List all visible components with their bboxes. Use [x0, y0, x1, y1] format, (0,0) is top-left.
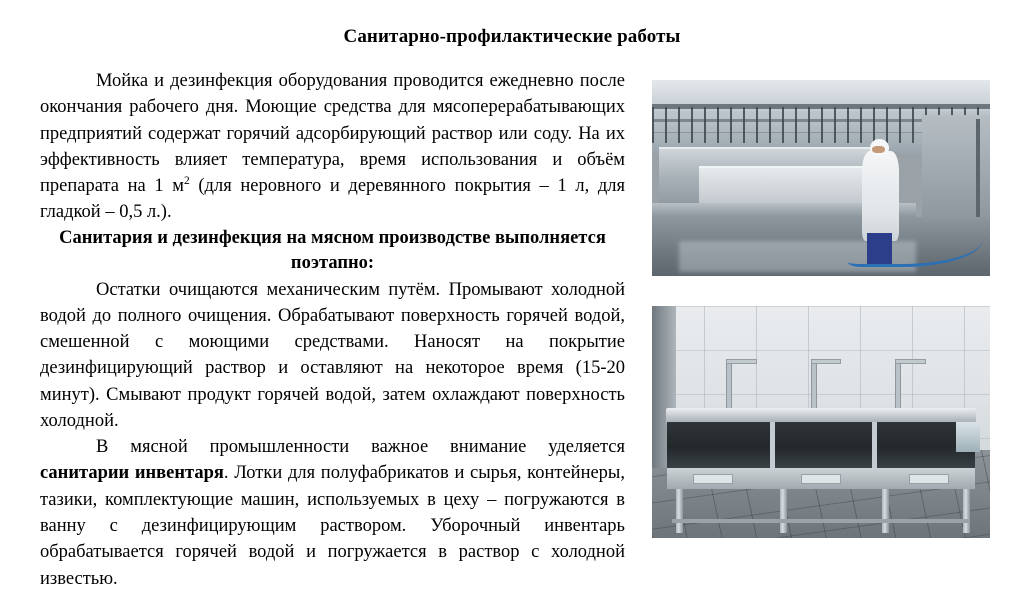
- paragraph-4: [40, 434, 625, 592]
- photo-bottom-apron-panel-1: [693, 474, 734, 484]
- photo-bottom-faucet-3: [895, 359, 901, 410]
- paragraph-1: Мойка и дезинфекция оборудования проводится ежедневно после окончания рабочего дня. Моющие средства для мясоперерабатывающих предприятий содержат горячий адсорбирующий раствор или соду. На их эффективность влияет температура, время использования и объём препарата на 1 $м^2$ (для неровного и деревянного покрытия – 1 л, для гладкой – 0,5 л.).: [40, 71, 625, 223]
- photo-bottom-lower-shelf: [672, 519, 969, 523]
- meat-processing-line-washing-photo: [652, 80, 990, 276]
- photo-bottom-sink-leg-1: [676, 489, 683, 533]
- photo-bottom-apron-panel-2: [801, 474, 842, 484]
- photo-bottom-sink-leg-2: [780, 489, 787, 533]
- photo-bottom-apron-panel-3: [909, 474, 950, 484]
- paragraph-2-heading: Санитария и дезинфекция на мясном производстве выполняется поэтапно:: [59, 227, 606, 274]
- photo-bottom-faucet-arm-2: [811, 359, 841, 364]
- photo-bottom-sink-leg-3: [882, 489, 889, 533]
- body-text-column: [40, 68, 625, 592]
- photo-bottom-faucet-1: [726, 359, 732, 410]
- photo-bottom-faucet-arm-3: [895, 359, 925, 364]
- paragraph-3: Остатки очищаются механическим путём. Промывают холодной водой до полного очищения. Обрабатывают поверхность горячей водой, смешенной с моющими средствами. Наносят на покрытие дезинфицирующий раствор и оставляют на некоторое время (15-20 минут). Смывают продукт горячей водой, затем охлаждают поверхность холодной.: [40, 279, 625, 431]
- page-title: Санитарно-профилактические работы: [343, 26, 681, 47]
- paragraph-4-text-after: . Лотки для полуфабрикатов и сырья, контейнеры, тазики, комплектующие машин, используемых в цеху – погружаются в ванну с дезинфицирующим раствором. Уборочный инвентарь обрабатывается горячей водой и погружается в раствор с холодной известью.: [40, 463, 625, 589]
- photo-bottom-sink-basins: [667, 422, 975, 468]
- paragraph-4-emphasis: санитарии инвентаря: [40, 463, 224, 484]
- photo-bottom-basin-divider-1: [770, 422, 775, 468]
- photo-top-worker-face: [872, 146, 884, 154]
- photo-top-pipe: [976, 119, 980, 221]
- photo-bottom-faucet-arm-1: [726, 359, 756, 364]
- photo-bottom-basin-divider-2: [872, 422, 877, 468]
- photo-bottom-sink-leg-4: [963, 489, 970, 533]
- stainless-steel-three-section-sink-photo: [652, 306, 990, 538]
- photo-bottom-container: [956, 422, 980, 452]
- photo-bottom-faucet-2: [811, 359, 817, 410]
- paragraph-4-text-before: В мясной промышленности важное внимание уделяется: [96, 437, 625, 458]
